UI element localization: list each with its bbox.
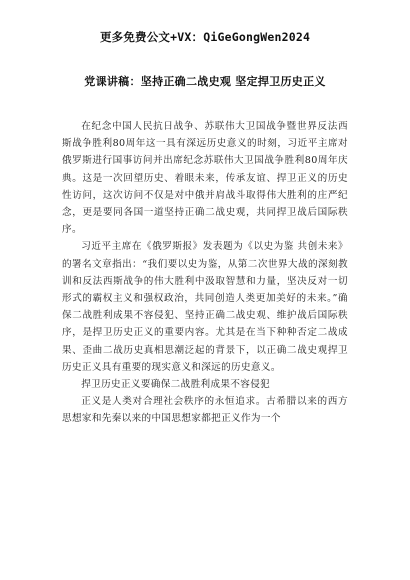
paragraph: 在纪念中国人民抗日战争、苏联伟大卫国战争暨世界反法西斯战争胜利80周年这一具有深远历史意义的时刻，习近平主席对俄罗斯进行国事访问并出席纪念苏联伟大卫国战争胜利80周年庆典。这是一次回望历史、着眼未来，传承友谊、捍卫正义的历史性访问，这次访问不仅是对中俄并肩战斗取得伟大胜利的庄严纪念，更是要同各国一道坚持正确二战史观，共同捍卫战后国际秩序。 bbox=[62, 121, 348, 236]
document-body bbox=[62, 118, 348, 428]
paragraph: 习近平主席在《俄罗斯报》发表题为《以史为鉴 共创未来》的署名文章指出：“我们要以史为鉴，从第二次世界大战的深刻教训和反法西斯战争的伟大胜利中汲取智慧和力量，坚决反对一切形式的霸权主义和强权政治，共同创造人类更加美好的未来。”确保二战胜利成果不容侵犯、坚持正确二战史观、维护战后国际秩序，是捍卫历史正义的重要内容。尤其是在当下种种否定二战成果、歪曲二战历史真相思潮泛起的背景下，以正确二战史观捍卫历史正义具有重要的现实意义和深远的历史意义。 bbox=[62, 241, 348, 373]
page-title: 党课讲稿：坚持正确二战史观 坚定捍卫历史正义 bbox=[84, 75, 326, 88]
paragraph: 正义是人类对合理社会秩序的永恒追求。古希腊以来的西方思想家和先秦以来的中国思想家都把正义作为一个 bbox=[62, 396, 348, 425]
header-note: 更多免费公文+VX：QiGeGongWen2024 bbox=[99, 30, 311, 44]
section-heading: 捍卫历史正义要确保二战胜利成果不容侵犯 bbox=[81, 379, 271, 391]
